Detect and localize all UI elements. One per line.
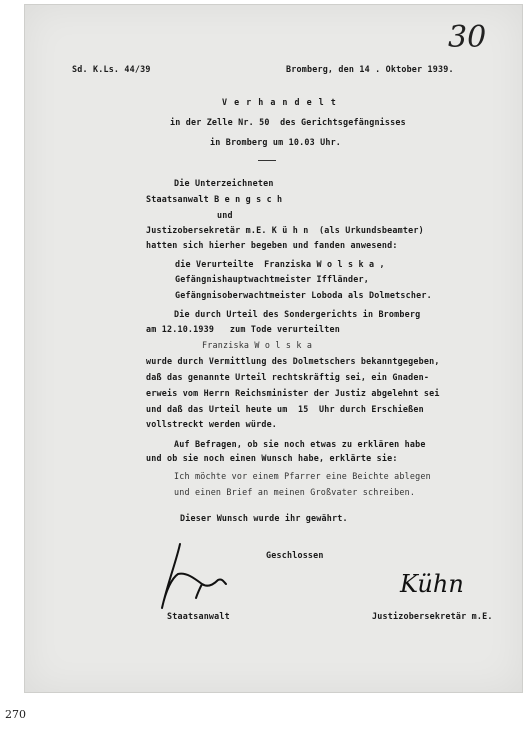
secretary-line: Justizobersekretär m.E. K ü h n (als Urkundsbeamter) — [146, 225, 424, 235]
present-person-2: Gefängnishauptwachtmeister Iffländer, — [175, 274, 369, 284]
body-line-1: wurde durch Vermittlung des Dolmetschers bekanntgegeben, — [146, 356, 440, 366]
document-title: V e r h a n d e l t — [222, 97, 337, 107]
file-reference: Sd. K.Ls. 44/39 — [72, 64, 151, 74]
secretary-signature: Kühn — [400, 570, 464, 598]
body-line-3: erweis vom Herrn Reichsminister der Justiz abgelehnt sei — [146, 388, 440, 398]
body-line-5: vollstreckt werden würde. — [146, 419, 278, 429]
present-person-1: die Verurteilte Franziska W o l s k a , — [175, 259, 385, 269]
place-date: Bromberg, den 14 . Oktober 1939. — [286, 64, 454, 74]
body-line-2: daß das genannte Urteil rechtskräftig sei, ein Gnaden- — [146, 372, 430, 382]
closed-label: Geschlossen — [266, 550, 324, 560]
convicted-name: Franziska W o l s k a — [202, 340, 313, 350]
page-number: 270 — [5, 708, 26, 721]
statement-line-1: Ich möchte vor einem Pfarrer eine Beichte ablegen — [174, 471, 431, 481]
und-line: und — [217, 210, 233, 220]
handwritten-folio-number: 30 — [448, 20, 487, 55]
statement-line-2: und einen Brief an meinen Großvater schreiben. — [174, 487, 416, 497]
present-person-3: Gefängnisoberwachtmeister Loboda als Dolmetscher. — [175, 290, 432, 300]
question-line-2: und ob sie noch einen Wunsch habe, erklärte sie: — [146, 453, 398, 463]
divider — [258, 160, 276, 161]
present-line: hatten sich hierher begeben und fanden anwesend: — [146, 240, 398, 250]
verdict-line-1: Die durch Urteil des Sondergerichts in Bromberg — [174, 309, 421, 319]
prosecutor-signature — [152, 538, 242, 618]
undersigned-heading: Die Unterzeichneten — [174, 178, 274, 188]
prosecutor-signature-label: Staatsanwalt — [167, 611, 230, 621]
time-line: in Bromberg um 10.03 Uhr. — [210, 137, 342, 147]
wish-granted: Dieser Wunsch wurde ihr gewährt. — [180, 513, 348, 523]
body-line-4: und daß das Urteil heute um 15 Uhr durch Erschießen — [146, 404, 424, 414]
secretary-signature-label: Justizobersekretär m.E. — [372, 611, 493, 621]
question-line-1: Auf Befragen, ob sie noch etwas zu erklären habe — [174, 439, 426, 449]
prosecutor-line: Staatsanwalt B e n g s c h — [146, 194, 283, 204]
verdict-line-2: am 12.10.1939 zum Tode verurteilten — [146, 324, 340, 334]
cell-line: in der Zelle Nr. 50 des Gerichtsgefängnisses — [170, 117, 406, 127]
